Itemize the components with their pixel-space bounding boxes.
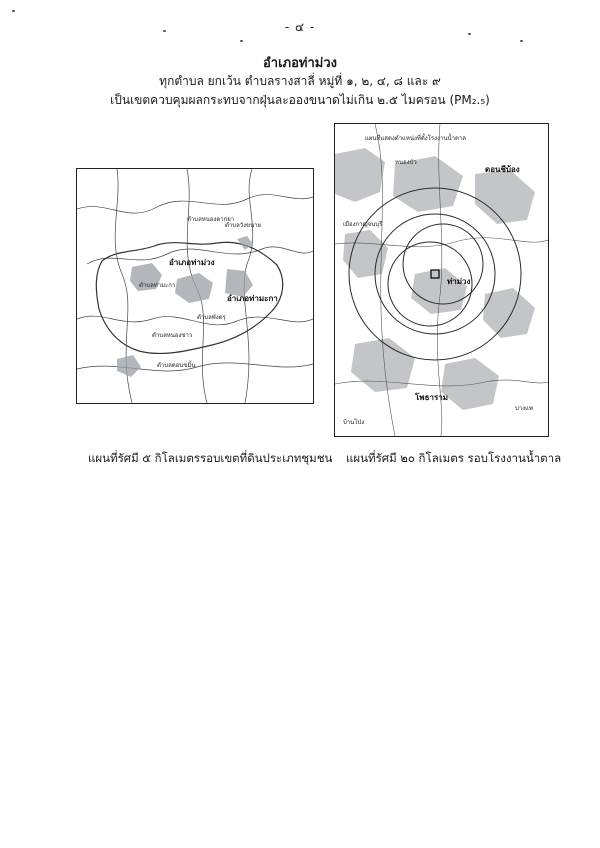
map2-label-header: แผนที่แสดงตำแหน่งที่ตั้งโรงงานน้ำตาล	[365, 135, 466, 142]
community-zone-map-drawing	[77, 169, 313, 403]
map1-label-place-5: ตำบลหนองขาว	[152, 332, 193, 339]
map2-label-east: บางแพ	[515, 405, 533, 412]
map1-label-place-3: ตำบลท่ามะกา	[139, 282, 176, 289]
heading-district: อำเภอท่าม่วง	[262, 56, 337, 71]
sugar-factory-radius-map	[334, 123, 549, 437]
scan-speck	[240, 40, 243, 42]
heading-subtitle-pm: เป็นเขตควบคุมผลกระทบจากฝุ่นละอองขนาดไม่เกิน ๒.๕ ไมครอน (PM₂.₅)	[110, 93, 490, 107]
map2-label-west: เมืองกาญจนบุรี	[343, 221, 383, 228]
map2-label-north-west: หนองบัว	[395, 159, 417, 166]
map2-label-north-east: ดอนชีบ้อง	[485, 165, 520, 174]
scan-speck	[163, 30, 166, 32]
map1-label-district-a: อำเภอท่าม่วง	[169, 258, 215, 267]
map2-label-center: ท่าม่วง	[447, 277, 471, 286]
page-number: - ๔ -	[284, 20, 316, 34]
map1-label-place-4: ตำบลพังตรุ	[197, 314, 226, 321]
scan-speck	[12, 10, 15, 12]
map1-label-place-2: ตำบลวังขนาย	[225, 222, 262, 229]
map1-label-district-b: อำเภอท่ามะกา	[227, 294, 278, 303]
map2-label-south-west: บ้านโป่ง	[343, 419, 365, 426]
map1-label-place-1: ตำบลหนองตากยา	[187, 216, 235, 223]
urban-area-patches	[335, 148, 535, 410]
map2-label-south: โพธาราม	[415, 393, 449, 402]
map2-caption: แผนที่รัศมี ๒๐ กิโลเมตร รอบโรงงานน้ำตาล	[346, 451, 562, 465]
scan-speck	[468, 33, 471, 35]
community-zone-map	[76, 168, 314, 404]
map1-label-place-6: ตำบลดอนขมิ้น	[157, 362, 196, 369]
heading-subtitle: ทุกตำบล ยกเว้น ตำบลรางสาลี่ หมู่ที่ ๑, ๒, ๔, ๘ และ ๙	[159, 74, 441, 88]
scan-speck	[520, 40, 523, 42]
sugar-factory-radius-map-drawing	[335, 124, 548, 436]
map1-caption: แผนที่รัศมี ๕ กิโลเมตรรอบเขตที่ดินประเภทชุมชน	[88, 451, 333, 465]
